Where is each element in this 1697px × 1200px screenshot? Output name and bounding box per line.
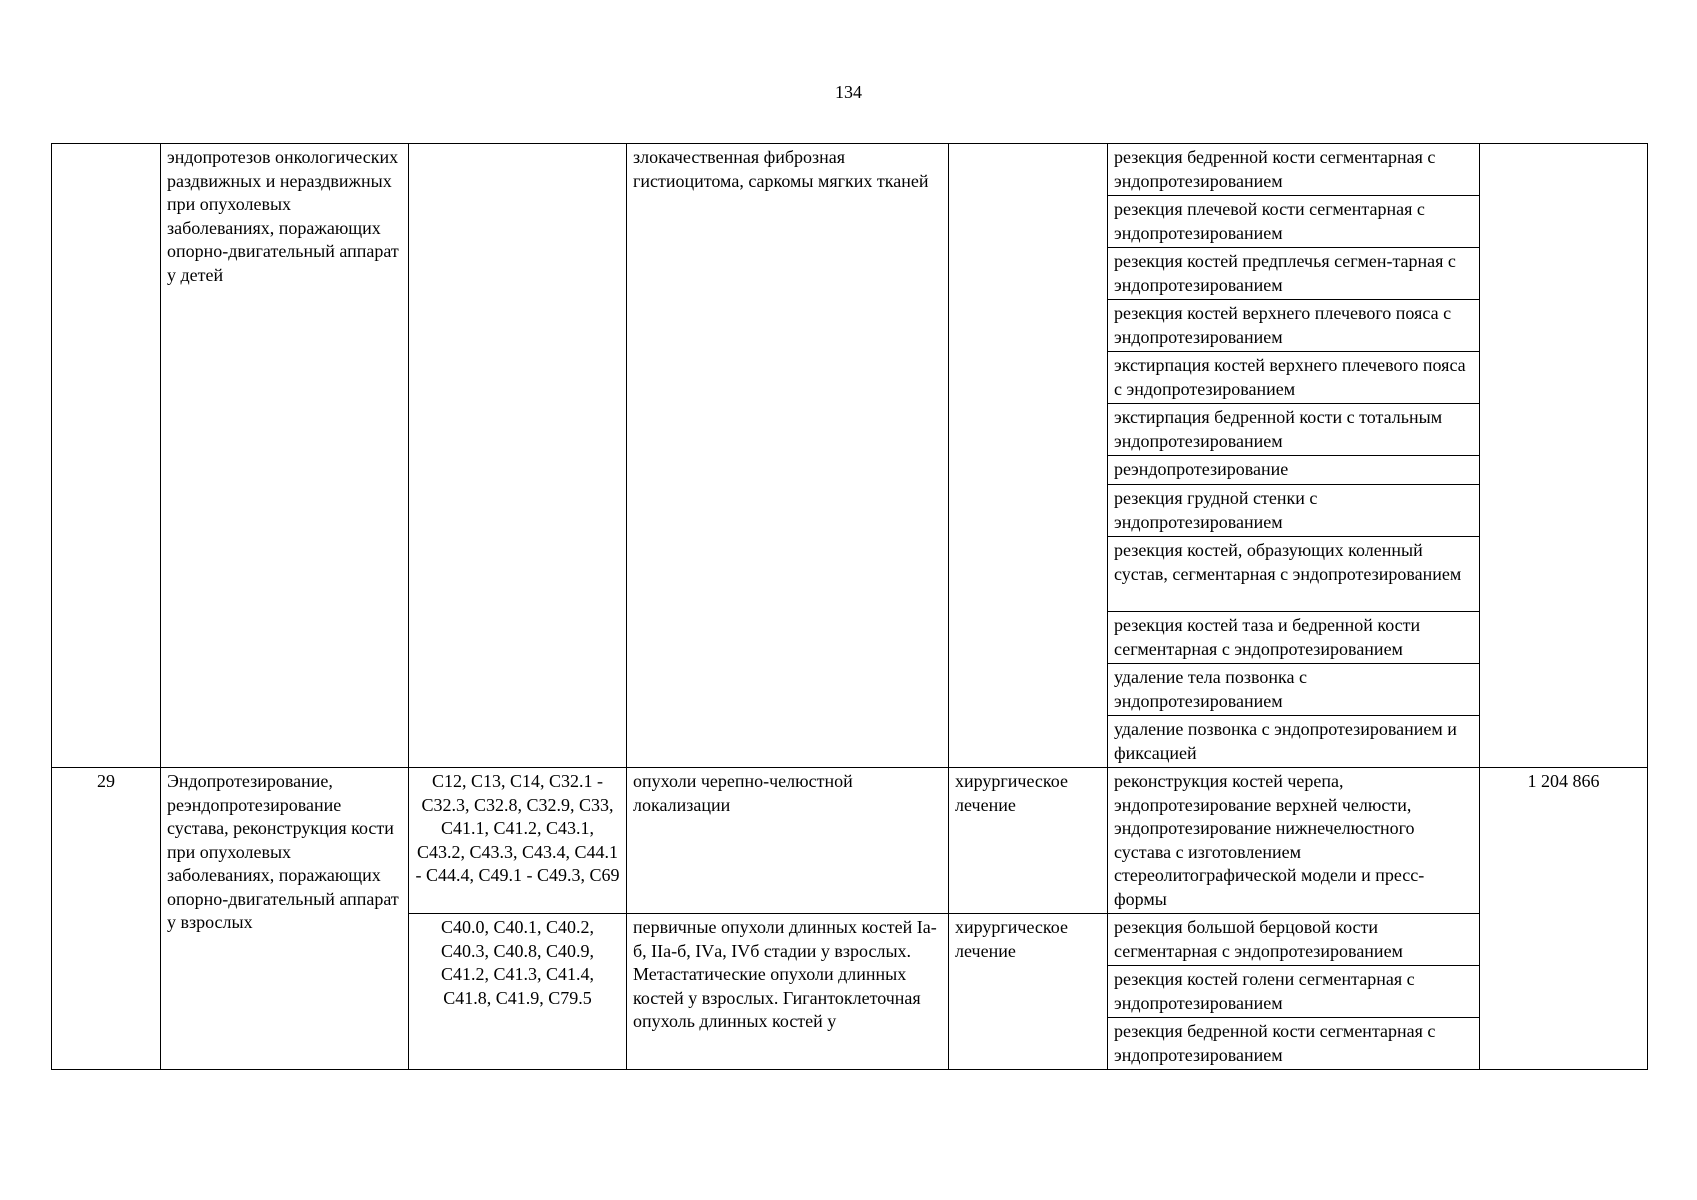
diagnosis-cell: злокачественная фиброзная гистиоцитома, саркомы мягких тканей — [627, 144, 949, 768]
medical-care-table — [51, 143, 1648, 1070]
method-cell: удаление позвонка с эндопротезированием и фиксацией — [1108, 716, 1480, 768]
method-cell: удаление тела позвонка с эндопротезированием — [1108, 664, 1480, 716]
treatment-type-cell — [949, 144, 1108, 768]
method-cell: резекция бедренной кости сегментарная с эндопротезированием — [1108, 1018, 1480, 1070]
method-cell: резекция костей верхнего плечевого пояса с эндопротезированием — [1108, 300, 1480, 352]
method-cell: резекция костей голени сегментарная с эндопротезированием — [1108, 966, 1480, 1018]
icd-codes-cell: C40.0, C40.1, C40.2, C40.3, C40.8, C40.9, C41.2, C41.3, C41.4, C41.8, C41.9, C79.5 — [409, 914, 627, 1070]
table-row — [52, 768, 1648, 914]
procedure-name-cell: эндопротезов онкологических раздвижных и нераздвижных при опухолевых заболеваниях, поражающих опорно-двигательный аппарат у детей — [161, 144, 409, 768]
method-cell: экстирпация бедренной кости с тотальным эндопротезированием — [1108, 404, 1480, 456]
icd-codes-cell: C12, C13, C14, C32.1 - C32.3, C32.8, C32.9, C33, C41.1, C41.2, C43.1, C43.2, C43.3, C43.4, C44.1 - C44.4, C49.1 - C49.3, C69 — [409, 768, 627, 914]
method-cell: экстирпация костей верхнего плечевого пояса с эндопротезированием — [1108, 352, 1480, 404]
method-cell: резекция костей, образующих коленный сустав, сегментарная с эндопротезированием — [1108, 537, 1480, 612]
method-cell: резекция бедренной кости сегментарная с эндопротезированием — [1108, 144, 1480, 196]
method-cell: резекция плечевой кости сегментарная с эндопротезированием — [1108, 196, 1480, 248]
method-cell: резекция грудной стенки с эндопротезированием — [1108, 485, 1480, 537]
page-number: 134 — [835, 82, 862, 102]
diagnosis-cell: опухоли черепно-челюстной локализации — [627, 768, 949, 914]
procedure-name-cell: Эндопротезирование, реэндопротезирование сустава, реконструкция кости при опухолевых заболеваниях, поражающих опорно-двигательный аппарат у взрослых — [161, 768, 409, 1070]
method-cell: резекция костей таза и бедренной кости сегментарная с эндопротезированием — [1108, 612, 1480, 664]
method-cell: реконструкция костей черепа, эндопротезирование верхней челюсти, эндопротезирование нижнечелюстного сустава с изготовлением стереолитографической модели и пресс-формы — [1108, 768, 1480, 914]
treatment-type-cell: хирургическое лечение — [949, 768, 1108, 914]
row-number-cell: 29 — [52, 768, 161, 1070]
price-cell — [1480, 144, 1648, 768]
price-cell: 1 204 866 — [1480, 768, 1648, 1070]
table-row — [52, 144, 1648, 196]
diagnosis-cell: первичные опухоли длинных костей Iа-б, IIа-б, IVа, IVб стадии у взрослых. Метастатические опухоли длинных костей у взрослых. Гигантоклеточная опухоль длинных костей у — [627, 914, 949, 1070]
icd-codes-cell — [409, 144, 627, 768]
treatment-type-cell: хирургическое лечение — [949, 914, 1108, 1070]
row-number-cell — [52, 144, 161, 768]
method-cell: резекция большой берцовой кости сегментарная с эндопротезированием — [1108, 914, 1480, 966]
method-cell: реэндопротезирование — [1108, 456, 1480, 485]
method-cell: резекция костей предплечья сегмен-тарная с эндопротезированием — [1108, 248, 1480, 300]
